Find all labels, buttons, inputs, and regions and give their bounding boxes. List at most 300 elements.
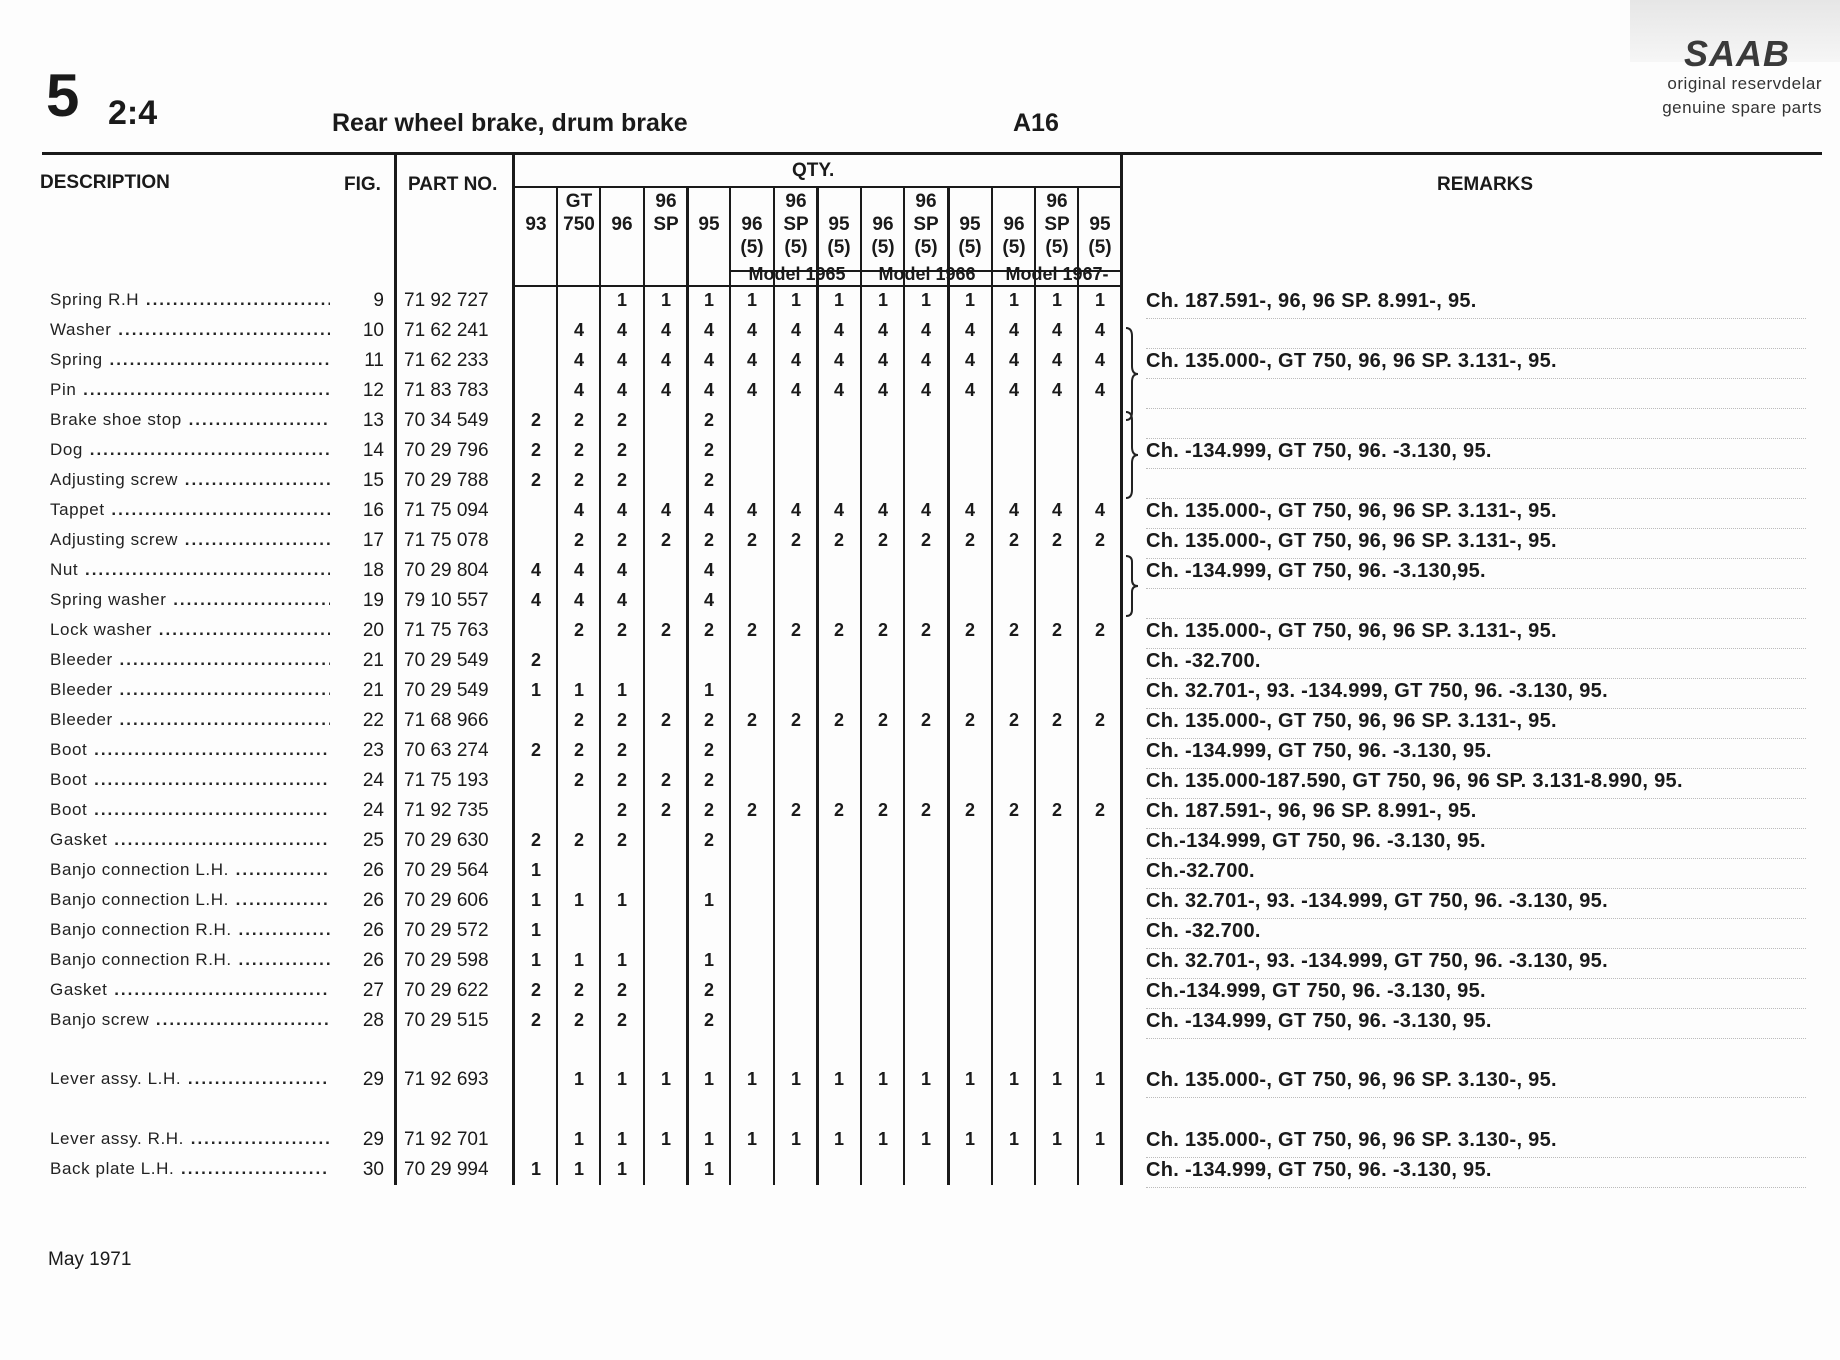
qty-cell: 2 [530, 1010, 541, 1030]
part-number: 70 29 598 [404, 950, 489, 971]
table-row [0, 350, 1840, 379]
part-number: 71 92 735 [404, 800, 489, 821]
part-number: 70 29 572 [404, 920, 489, 941]
qty-cell: 4 [573, 350, 584, 370]
qty-cell: 2 [616, 470, 627, 490]
qty-header-line [731, 190, 773, 213]
qty-cell: 2 [703, 470, 714, 490]
part-description: Spring washer ..... [50, 590, 330, 610]
qty-cell: 1 [746, 1069, 757, 1089]
remark-text: Ch. 187.591-, 96, 96 SP. 8.991-, 95. [1146, 290, 1477, 312]
qty-header-line [515, 236, 557, 259]
fig-number: 21 [362, 680, 384, 701]
qty-cell: 2 [1008, 710, 1019, 730]
qty-cell: 4 [746, 320, 757, 340]
fig-number: 20 [362, 620, 384, 641]
qty-cell: 4 [573, 500, 584, 520]
qty-cell: 2 [616, 740, 627, 760]
qty-cell: 1 [1008, 290, 1019, 310]
qty-cell: 2 [1051, 620, 1062, 640]
remark-text: Ch. -134.999, GT 750, 96. -3.130, 95. [1146, 440, 1492, 462]
section-number: 5 [46, 62, 80, 129]
qty-cell: 4 [833, 320, 844, 340]
qty-header-line: SP [653, 214, 679, 235]
qty-cell: 4 [1008, 380, 1019, 400]
brand-line-original: original reservdelar [1667, 74, 1822, 93]
remark-dotted-rule [1146, 558, 1806, 559]
qty-cell: 2 [573, 770, 584, 790]
qty-header-line: 96 [1003, 214, 1025, 235]
qty-cell: 2 [703, 440, 714, 460]
qty-cell: 4 [790, 380, 801, 400]
fig-number: 23 [362, 740, 384, 761]
part-description: Gasket ..... [50, 980, 330, 1000]
qty-cell: 4 [920, 380, 931, 400]
qty-cell: 4 [1008, 320, 1019, 340]
fig-number: 26 [362, 890, 384, 911]
qty-cell: 2 [703, 830, 714, 850]
qty-column-header [1036, 190, 1078, 259]
qty-cell: 4 [1094, 350, 1105, 370]
remark-text: Ch. -134.999, GT 750, 96. -3.130, 95. [1146, 740, 1492, 762]
remark-dotted-rule [1146, 528, 1806, 529]
qty-cell: 4 [746, 500, 757, 520]
qty-cell: 1 [833, 1069, 844, 1089]
qty-cell: 2 [746, 710, 757, 730]
remark-text: Ch.-134.999, GT 750, 96. -3.130, 95. [1146, 980, 1486, 1002]
fig-number: 10 [362, 320, 384, 341]
qty-cell: 1 [1051, 1069, 1062, 1089]
qty-cell: 2 [573, 740, 584, 760]
qty-header-line: (5) [827, 237, 851, 258]
qty-header-line: (5) [1088, 237, 1112, 258]
qty-cell: 4 [833, 500, 844, 520]
qty-header-line [1079, 190, 1121, 213]
qty-header-line: SP [783, 214, 809, 235]
qty-cell: 2 [703, 740, 714, 760]
table-row [0, 1129, 1840, 1158]
qty-cell: 4 [703, 350, 714, 370]
qty-column-header [515, 190, 557, 259]
qty-cell: 1 [1094, 1129, 1105, 1149]
part-description: Tappet ..... [50, 500, 330, 520]
remark-text: Ch. 32.701-, 93. -134.999, GT 750, 96. -3.130, 95. [1146, 950, 1608, 972]
table-row [0, 560, 1840, 589]
qty-header-line: 95 [828, 214, 850, 235]
part-description: Adjusting screw ..... [50, 470, 330, 490]
qty-cell: 2 [746, 800, 757, 820]
qty-cell: 2 [703, 770, 714, 790]
qty-header-line [949, 190, 991, 213]
qty-column-header [731, 190, 773, 259]
part-number: 70 29 606 [404, 890, 489, 911]
qty-cell: 4 [616, 350, 627, 370]
qty-header-line: 95 [959, 214, 981, 235]
qty-column-header [645, 190, 687, 259]
qty-cell: 2 [1094, 800, 1105, 820]
remark-dotted-rule [1146, 918, 1806, 919]
fig-number: 12 [362, 380, 384, 401]
table-row [0, 770, 1840, 799]
table-row [0, 530, 1840, 559]
remark-dotted-rule [1146, 888, 1806, 889]
part-description: Banjo connection L.H. ..... [50, 890, 330, 910]
qty-cell: 4 [1051, 350, 1062, 370]
qty-cell: 1 [530, 890, 541, 910]
qty-cell: 2 [703, 800, 714, 820]
qty-cell: 4 [530, 560, 541, 580]
table-row [0, 500, 1840, 529]
qty-cell: 4 [964, 350, 975, 370]
qty-cell: 2 [530, 830, 541, 850]
remark-brace [1124, 328, 1138, 420]
part-number: 70 63 274 [404, 740, 489, 761]
qty-cell: 1 [964, 1069, 975, 1089]
qty-cell: 4 [660, 320, 671, 340]
qty-header-line: 96 [915, 191, 937, 212]
qty-cell: 4 [616, 560, 627, 580]
qty-cell: 1 [660, 1129, 671, 1149]
fig-number: 30 [362, 1159, 384, 1180]
table-row [0, 440, 1840, 469]
model-1966-label: Model 1966 [878, 264, 976, 284]
part-description: Bleeder ..... [50, 680, 330, 700]
qty-cell: 2 [573, 1010, 584, 1030]
qty-cell: 4 [877, 350, 888, 370]
qty-header-line: 96 [655, 191, 677, 212]
part-number: 70 29 804 [404, 560, 489, 581]
qty-cell: 2 [1051, 710, 1062, 730]
table-row [0, 950, 1840, 979]
qty-cell: 2 [964, 620, 975, 640]
qty-cell: 2 [530, 470, 541, 490]
remark-dotted-rule [1146, 318, 1806, 319]
qty-cell: 4 [660, 350, 671, 370]
qty-cell: 1 [790, 1129, 801, 1149]
brand-name: SAAB [1683, 33, 1790, 74]
qty-cell: 2 [1051, 800, 1062, 820]
qty-cell: 2 [877, 530, 888, 550]
fig-number: 28 [362, 1010, 384, 1031]
qty-cell: 2 [1051, 530, 1062, 550]
qty-cell: 2 [530, 980, 541, 1000]
qty-cell: 2 [877, 800, 888, 820]
qty-cell: 4 [920, 320, 931, 340]
part-description: Gasket ..... [50, 830, 330, 850]
qty-cell: 4 [703, 320, 714, 340]
part-number: 70 29 564 [404, 860, 489, 881]
table-row [0, 620, 1840, 649]
saab-logo [1652, 33, 1822, 120]
qty-header-line: SP [1044, 214, 1070, 235]
qty-cell: 1 [616, 1069, 627, 1089]
qty-cell: 1 [833, 1129, 844, 1149]
part-description: Lever assy. L.H. ..... [50, 1069, 330, 1089]
qty-cell: 2 [573, 830, 584, 850]
part-number: 71 62 233 [404, 350, 489, 371]
qty-cell: 2 [790, 620, 801, 640]
qty-cell: 4 [790, 500, 801, 520]
fig-number: 27 [362, 980, 384, 1001]
remark-dotted-rule [1146, 648, 1806, 649]
qty-cell: 1 [703, 1069, 714, 1089]
qty-cell: 4 [1094, 320, 1105, 340]
fig-number: 29 [362, 1129, 384, 1150]
fig-number: 29 [362, 1069, 384, 1090]
qty-cell: 1 [573, 1159, 584, 1179]
fig-number: 26 [362, 860, 384, 881]
qty-cell: 2 [573, 710, 584, 730]
fig-number: 9 [373, 290, 384, 311]
qty-cell: 2 [833, 530, 844, 550]
remark-text: Ch. -32.700. [1146, 920, 1261, 942]
qty-header-line: 96 [785, 191, 807, 212]
qty-header-line: (5) [871, 237, 895, 258]
qty-cell: 4 [616, 320, 627, 340]
qty-cell: 1 [530, 860, 541, 880]
qty-header-line [862, 190, 904, 213]
fig-number: 18 [362, 560, 384, 581]
remark-dotted-rule [1146, 1157, 1806, 1158]
part-number: 71 92 727 [404, 290, 489, 311]
qty-cell: 1 [530, 1159, 541, 1179]
remark-dotted-rule [1146, 588, 1806, 589]
remark-dotted-rule [1146, 738, 1806, 739]
qty-cell: 1 [1094, 1069, 1105, 1089]
table-row [0, 650, 1840, 679]
remark-text: Ch. 135.000-187.590, GT 750, 96, 96 SP. 3.131-8.990, 95. [1146, 770, 1683, 792]
remark-dotted-rule [1146, 1187, 1806, 1188]
qty-cell: 1 [573, 1069, 584, 1089]
remark-dotted-rule [1146, 498, 1806, 499]
part-number: 70 29 515 [404, 1010, 489, 1031]
qty-cell: 1 [790, 290, 801, 310]
qty-cell: 1 [920, 1069, 931, 1089]
fig-number: 22 [362, 710, 384, 731]
qty-cell: 4 [1094, 500, 1105, 520]
part-description: Pin ..... [50, 380, 330, 400]
qty-cell: 1 [877, 290, 888, 310]
qty-cell: 4 [877, 500, 888, 520]
qty-header-line [688, 190, 730, 213]
qty-cell: 2 [530, 410, 541, 430]
qty-header-line: 96 [1046, 191, 1068, 212]
qty-column-header [601, 190, 643, 259]
qty-cell: 4 [660, 380, 671, 400]
qty-cell: 4 [703, 560, 714, 580]
part-number: 70 29 630 [404, 830, 489, 851]
qty-cell: 1 [703, 890, 714, 910]
qty-header-line: 96 [872, 214, 894, 235]
part-no-header: PART NO. [408, 174, 498, 195]
qty-cell: 4 [833, 350, 844, 370]
qty-cell: 4 [833, 380, 844, 400]
remark-dotted-rule [1146, 1008, 1806, 1009]
qty-cell: 2 [877, 710, 888, 730]
remark-text: Ch. 135.000-, GT 750, 96, 96 SP. 3.130-, 95. [1146, 1129, 1557, 1151]
page-code: A16 [1013, 109, 1059, 137]
qty-cell: 2 [616, 410, 627, 430]
part-number: 71 62 241 [404, 320, 489, 341]
qty-cell: 2 [530, 650, 541, 670]
qty-cell: 2 [964, 530, 975, 550]
qty-cell: 1 [877, 1069, 888, 1089]
part-description: Banjo connection R.H. ..... [50, 950, 330, 970]
remark-text: Ch. 135.000-, GT 750, 96, 96 SP. 3.131-, 95. [1146, 620, 1557, 642]
qty-cell: 2 [616, 800, 627, 820]
qty-cell: 1 [573, 1129, 584, 1149]
qty-cell: 4 [746, 380, 757, 400]
qty-cell: 1 [660, 1069, 671, 1089]
qty-cell: 4 [616, 380, 627, 400]
remark-dotted-rule [1146, 618, 1806, 619]
qty-cell: 4 [877, 380, 888, 400]
part-number: 70 29 622 [404, 980, 489, 1001]
qty-header-line: GT [565, 191, 593, 212]
fig-number: 24 [362, 800, 384, 821]
part-description: Brake shoe stop ..... [50, 410, 330, 430]
qty-cell: 2 [746, 620, 757, 640]
qty-cell: 2 [920, 530, 931, 550]
qty-cell: 1 [1051, 1129, 1062, 1149]
qty-cell: 1 [920, 290, 931, 310]
part-description: Spring R.H ..... [50, 290, 330, 310]
remark-text: Ch.-32.700. [1146, 860, 1255, 882]
part-description: Boot ..... [50, 800, 330, 820]
remark-dotted-rule [1146, 798, 1806, 799]
qty-header-line [515, 190, 557, 213]
qty-cell: 2 [616, 1010, 627, 1030]
remark-dotted-rule [1146, 768, 1806, 769]
table-row [0, 1010, 1840, 1039]
remark-text: Ch. 135.000-, GT 750, 96, 96 SP. 3.131-, 95. [1146, 500, 1557, 522]
description-header: DESCRIPTION [40, 172, 170, 193]
qty-header-line: (5) [1045, 237, 1069, 258]
qty-header-line: 750 [563, 214, 595, 235]
subsection-number: 2:4 [108, 94, 158, 132]
qty-cell: 2 [920, 710, 931, 730]
qty-cell: 1 [746, 290, 757, 310]
qty-cell: 1 [746, 1129, 757, 1149]
remark-text: Ch. 32.701-, 93. -134.999, GT 750, 96. -3.130, 95. [1146, 680, 1608, 702]
qty-cell: 2 [1008, 800, 1019, 820]
remarks-header: REMARKS [1437, 174, 1534, 195]
remark-text: Ch.-134.999, GT 750, 96. -3.130, 95. [1146, 830, 1486, 852]
qty-cell: 4 [790, 320, 801, 340]
qty-header: QTY. [792, 160, 835, 181]
remark-text: Ch. -134.999, GT 750, 96. -3.130, 95. [1146, 1159, 1492, 1181]
qty-cell: 4 [964, 380, 975, 400]
fig-number: 26 [362, 950, 384, 971]
qty-cell: 1 [530, 920, 541, 940]
remark-dotted-rule [1146, 978, 1806, 979]
part-number: 71 75 094 [404, 500, 489, 521]
qty-cell: 1 [703, 1159, 714, 1179]
qty-cell: 2 [660, 800, 671, 820]
qty-cell: 4 [1051, 380, 1062, 400]
qty-cell: 1 [616, 680, 627, 700]
qty-cell: 2 [530, 440, 541, 460]
top-rule [42, 152, 1822, 155]
qty-header-line: 93 [525, 214, 547, 235]
qty-cell: 4 [877, 320, 888, 340]
qty-header-line: 95 [698, 214, 720, 235]
qty-header-line [993, 190, 1035, 213]
qty-cell: 4 [616, 500, 627, 520]
qty-cell: 2 [833, 800, 844, 820]
fig-number: 17 [362, 530, 384, 551]
remark-text: Ch. -134.999, GT 750, 96. -3.130, 95. [1146, 1010, 1492, 1032]
remark-dotted-rule [1146, 678, 1806, 679]
part-description: Adjusting screw ..... [50, 530, 330, 550]
qty-cell: 2 [790, 800, 801, 820]
part-description: Bleeder ..... [50, 650, 330, 670]
table-row [0, 410, 1840, 439]
qty-header-line [601, 236, 643, 259]
qty-header-line: 95 [1089, 214, 1111, 235]
table-row [0, 320, 1840, 349]
part-description: Nut ..... [50, 560, 330, 580]
remark-dotted-rule [1146, 708, 1806, 709]
qty-cell: 4 [1094, 380, 1105, 400]
qty-cell: 4 [1008, 350, 1019, 370]
qty-cell: 4 [703, 380, 714, 400]
fig-number: 15 [362, 470, 384, 491]
qty-cell: 1 [616, 290, 627, 310]
qty-cell: 2 [573, 470, 584, 490]
qty-cell: 1 [703, 950, 714, 970]
qty-cell: 4 [1008, 500, 1019, 520]
remark-dotted-rule [1146, 408, 1806, 409]
qty-cell: 4 [790, 350, 801, 370]
remark-text: Ch. -134.999, GT 750, 96. -3.130,95. [1146, 560, 1486, 582]
part-number: 70 29 796 [404, 440, 489, 461]
qty-column-header [862, 190, 904, 259]
part-number: 70 29 549 [404, 650, 489, 671]
fig-header: FIG. [344, 174, 381, 195]
qty-header-line [688, 236, 730, 259]
qty-cell: 4 [573, 380, 584, 400]
qty-cell: 2 [616, 710, 627, 730]
fig-number: 16 [362, 500, 384, 521]
qty-cell: 2 [573, 980, 584, 1000]
remark-text: Ch. 135.000-, GT 750, 96, 96 SP. 3.131-, 95. [1146, 350, 1557, 372]
table-row [0, 980, 1840, 1009]
qty-header-line: (5) [784, 237, 808, 258]
qty-cell: 2 [790, 710, 801, 730]
part-description: Dog ..... [50, 440, 330, 460]
qty-cell: 2 [573, 410, 584, 430]
model-1967-label: Model 1967- [1005, 264, 1109, 284]
qty-cell: 2 [616, 620, 627, 640]
part-number: 70 29 549 [404, 680, 489, 701]
qty-cell: 2 [573, 530, 584, 550]
remark-text: Ch. 32.701-, 93. -134.999, GT 750, 96. -3.130, 95. [1146, 890, 1608, 912]
fig-number: 11 [364, 350, 384, 371]
remark-dotted-rule [1146, 468, 1806, 469]
table-row [0, 920, 1840, 949]
qty-cell: 1 [703, 290, 714, 310]
qty-cell: 1 [703, 680, 714, 700]
qty-cell: 2 [573, 440, 584, 460]
qty-cell: 2 [616, 770, 627, 790]
qty-cell: 2 [833, 620, 844, 640]
fig-number: 25 [362, 830, 384, 851]
part-number: 71 75 078 [404, 530, 489, 551]
qty-cell: 4 [573, 560, 584, 580]
remark-dotted-rule [1146, 858, 1806, 859]
qty-column-header [558, 190, 600, 259]
